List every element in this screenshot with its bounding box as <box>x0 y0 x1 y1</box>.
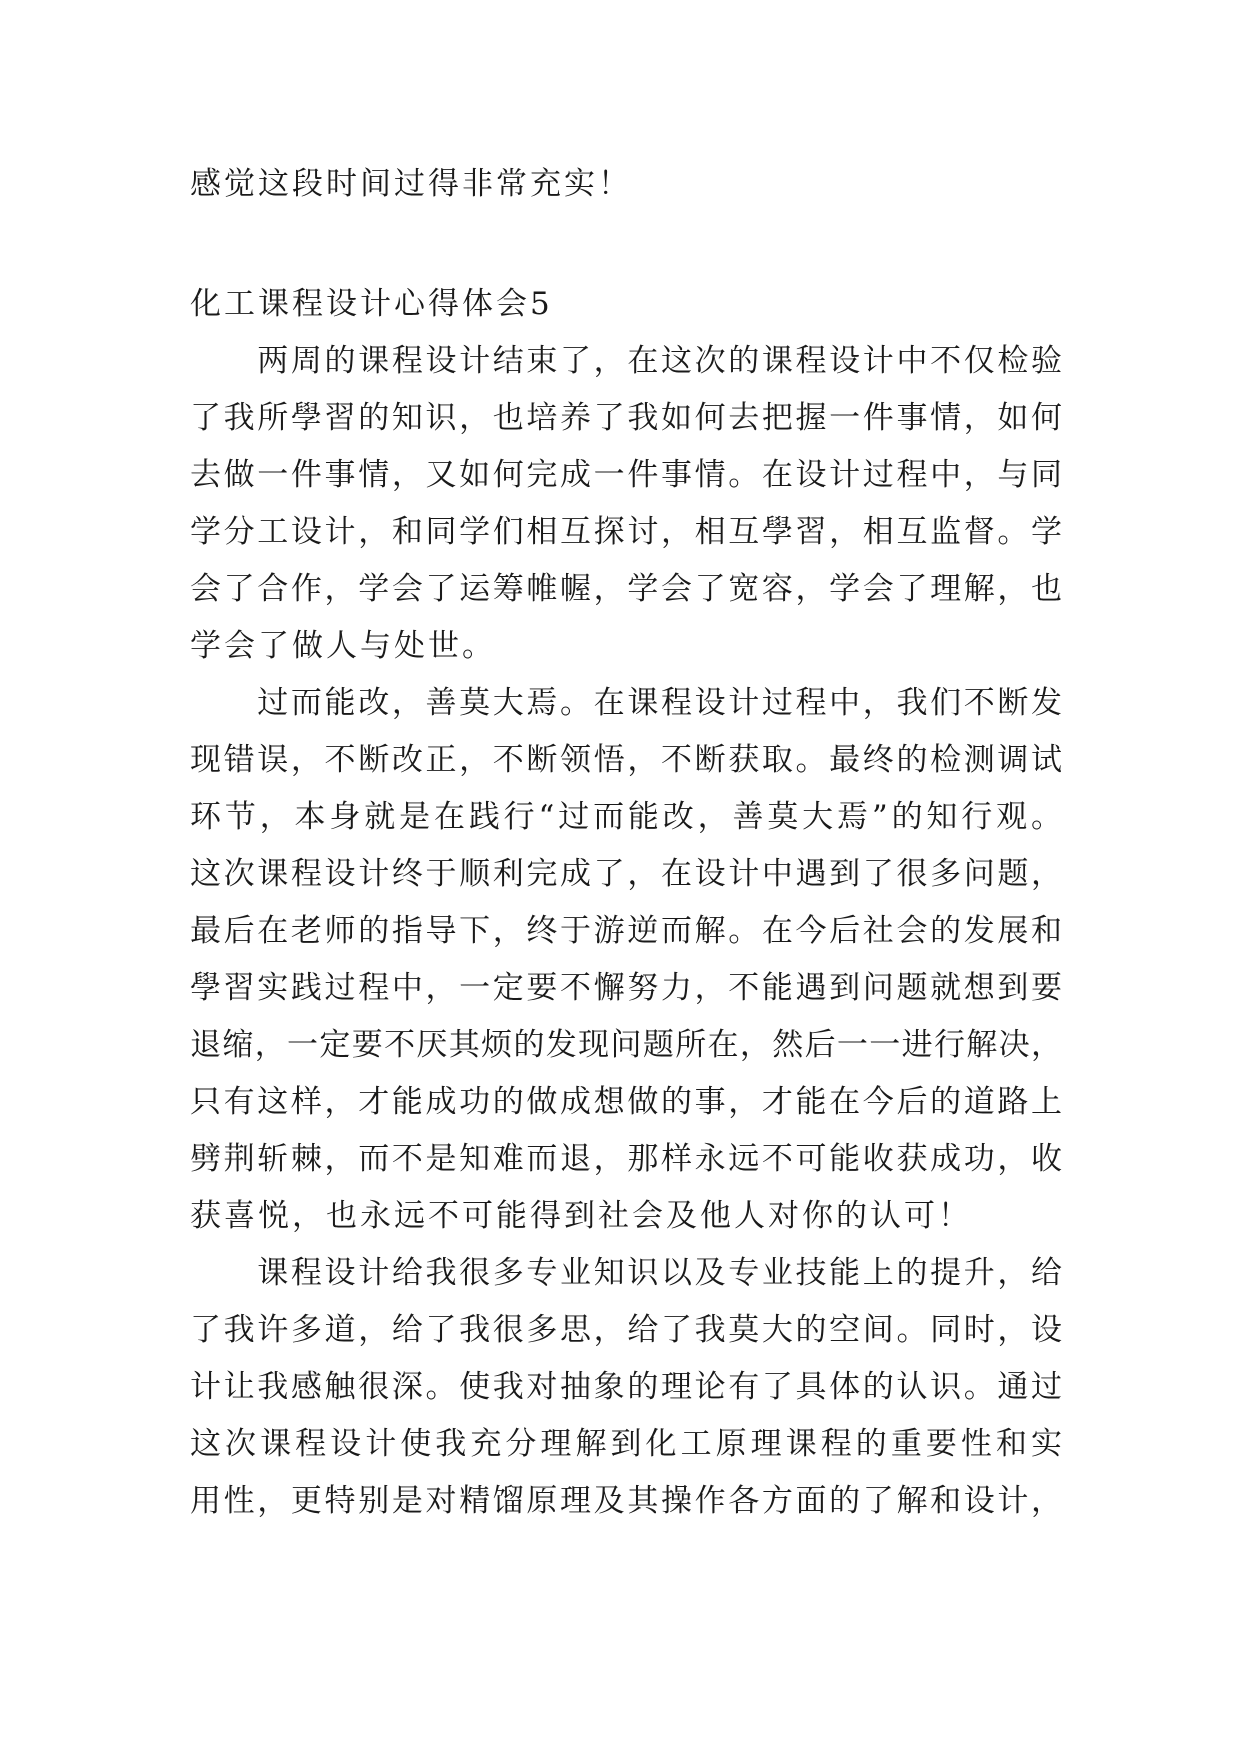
paragraph-line: 计让我感触很深。使我对抽象的理论有了具体的认识。通过 <box>190 1369 1062 1405</box>
paragraph-line: 两周的课程设计结束了，在这次的课程设计中不仅检验 <box>190 343 1062 379</box>
paragraph-line: 获喜悦，也永远不可能得到社会及他人对你的认可！ <box>190 1198 972 1234</box>
paragraph-line: 环节，本身就是在践行“过而能改，善莫大焉”的知行观。 <box>190 799 1062 835</box>
paragraph-line: 用性，更特别是对精馏原理及其操作各方面的了解和设计， <box>190 1483 1062 1519</box>
section-heading: 化工课程设计心得体会5 <box>190 286 553 322</box>
paragraph-line: 只有这样，才能成功的做成想做的事，才能在今后的道路上 <box>190 1084 1062 1120</box>
paragraph-line: 现错误，不断改正，不断领悟，不断获取。最终的检测调试 <box>190 742 1062 778</box>
paragraph-line: 这次课程设计终于顺利完成了，在设计中遇到了很多问题， <box>190 856 1062 892</box>
paragraph-line: 學習实践过程中，一定要不懈努力，不能遇到问题就想到要 <box>190 970 1062 1006</box>
paragraph-line: 课程设计给我很多专业知识以及专业技能上的提升，给 <box>190 1255 1062 1291</box>
paragraph-line: 过而能改，善莫大焉。在课程设计过程中，我们不断发 <box>190 685 1062 721</box>
text-line: 感觉这段时间过得非常充实！ <box>190 166 632 202</box>
paragraph-line: 去做一件事情，又如何完成一件事情。在设计过程中，与同 <box>190 457 1062 493</box>
paragraph-line: 了我许多道，给了我很多思，给了我莫大的空间。同时，设 <box>190 1312 1062 1348</box>
paragraph-line: 学分工设计，和同学们相互探讨，相互學習，相互监督。学 <box>190 514 1062 550</box>
paragraph-line: 劈荆斩棘，而不是知难而退，那样永远不可能收获成功，收 <box>190 1141 1062 1177</box>
paragraph-line: 了我所學習的知识，也培养了我如何去把握一件事情，如何 <box>190 400 1062 436</box>
paragraph-line: 退缩，一定要不厌其烦的发现问题所在，然后一一进行解决， <box>190 1027 1062 1063</box>
paragraph-line: 会了合作，学会了运筹帷幄，学会了宽容，学会了理解，也 <box>190 571 1062 607</box>
paragraph-line: 最后在老师的指导下，终于游逆而解。在今后社会的发展和 <box>190 913 1062 949</box>
paragraph-line: 学会了做人与处世。 <box>190 628 496 664</box>
paragraph-line: 这次课程设计使我充分理解到化工原理课程的重要性和实 <box>190 1426 1062 1462</box>
